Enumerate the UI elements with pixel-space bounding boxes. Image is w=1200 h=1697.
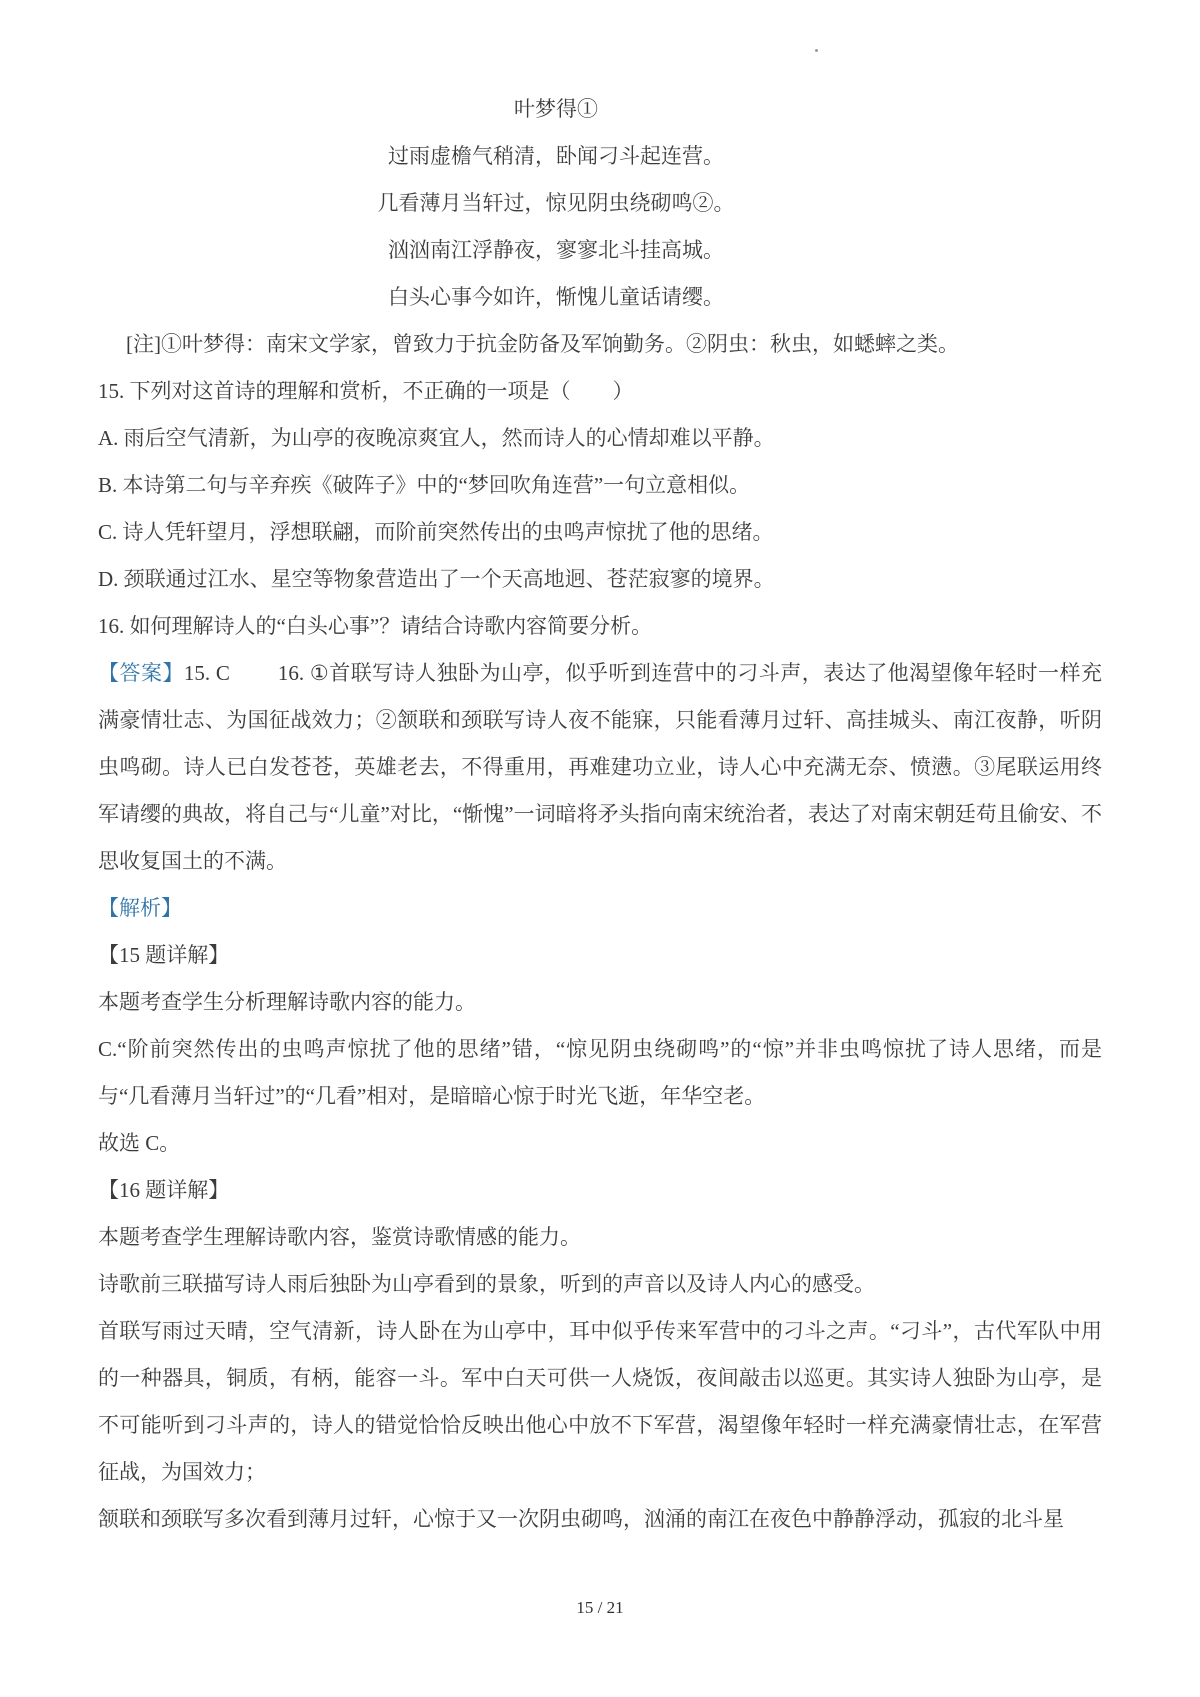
answer-q15: 15. C <box>183 661 230 685</box>
detail-15-conclusion: 故选 C。 <box>98 1131 181 1155</box>
answer-label: 【答案】 <box>98 661 184 685</box>
poem <box>98 86 1102 368</box>
detail-16-para2: 颔联和颈联写多次看到薄月过轩，心惊于又一次阴虫砌鸣，汹涌的南江在夜色中静静浮动，孤寂的北斗星 <box>98 1507 1064 1531</box>
detail-15-intro: 本题考查学生分析理解诗歌内容的能力。 <box>98 990 476 1014</box>
question-15-option-d: D. 颈联通过江水、星空等物象营造出了一个天高地迥、苍茫寂寥的境界。 <box>98 567 775 591</box>
question-16 <box>98 603 1102 650</box>
question-15-option-a: A. 雨后空气清新，为山亭的夜晚凉爽宜人，然而诗人的心情却难以平静。 <box>98 426 775 450</box>
question-15-option-b: B. 本诗第二句与辛弃疾《破阵子》中的“梦回吹角连营”一句立意相似。 <box>98 473 751 497</box>
question-15-stem: 15. 下列对这首诗的理解和赏析，不正确的一项是（ ） <box>98 379 634 403</box>
poem-line: 白头心事今如许，惭愧儿童话请缨。 <box>388 285 724 309</box>
analysis-label-line <box>98 885 1102 932</box>
poem-note: [注]①叶梦得：南宋文学家，曾致力于抗金防备及军饷勤务。②阴虫：秋虫，如蟋蟀之类。 <box>126 332 959 356</box>
question-16-stem: 16. 如何理解诗人的“白头心事”？请结合诗歌内容简要分析。 <box>98 614 653 638</box>
detail-15-body: C.“阶前突然传出的虫鸣声惊扰了他的思绪”错，“惊见阴虫绕砌鸣”的“惊”并非虫鸣惊扰了诗人思绪，而是与“几看薄月当轩过”的“几看”相对，是暗暗心惊于时光飞逝，年华空老。 <box>98 1037 1102 1108</box>
document-content <box>98 86 1102 1543</box>
page-number: 15 / 21 <box>576 1598 624 1617</box>
question-15 <box>98 368 1102 603</box>
poem-line: 几看薄月当轩过，惊见阴虫绕砌鸣②。 <box>377 191 735 215</box>
analysis-label: 【解析】 <box>98 896 182 920</box>
stray-mark <box>815 49 818 52</box>
answer-paragraph <box>98 650 1102 885</box>
poem-line: 汹汹南江浮静夜，寥寥北斗挂高城。 <box>388 238 724 262</box>
detail-15-header: 【15 题详解】 <box>98 943 230 967</box>
answer-q16: 16. ①首联写诗人独卧为山亭，似乎听到连营中的刁斗声，表达了他渴望像年轻时一样充满豪情壮志、为国征战效力；②颔联和颈联写诗人夜不能寐，只能看薄月过轩、高挂城头、南江夜静，听阴虫鸣砌。诗人已白发苍苍，英雄老去，不得重用，再难建功立业，诗人心中充满无奈、愤懑。③尾联运用终军请缨的典故，将自己与“儿童”对比，“惭愧”一词暗将矛头指向南宋统治者，表达了对南宋朝廷苟且偷安、不思收复国土的不满。 <box>98 661 1103 873</box>
poem-author: 叶梦得① <box>514 97 598 121</box>
question-15-option-c: C. 诗人凭轩望月，浮想联翩，而阶前突然传出的虫鸣声惊扰了他的思绪。 <box>98 520 774 544</box>
detail-16-overview: 诗歌前三联描写诗人雨后独卧为山亭看到的景象，听到的声音以及诗人内心的感受。 <box>98 1272 875 1296</box>
poem-line: 过雨虚檐气稍清，卧闻刁斗起连营。 <box>388 144 724 168</box>
detail-16-intro: 本题考查学生理解诗歌内容，鉴赏诗歌情感的能力。 <box>98 1225 581 1249</box>
detail-16-header: 【16 题详解】 <box>98 1178 230 1202</box>
analysis-section <box>98 885 1102 1543</box>
detail-16-para1: 首联写雨过天晴，空气清新，诗人卧在为山亭中，耳中似乎传来军营中的刁斗之声。“刁斗”，古代军队中用的一种器具，铜质，有柄，能容一斗。军中白天可供一人烧饭，夜间敲击以巡更。其实诗人独卧为山亭，是不可能听到刁斗声的，诗人的错觉恰恰反映出他心中放不下军营，渴望像年轻时一样充满豪情壮志，在军营征战，为国效力； <box>98 1319 1102 1484</box>
